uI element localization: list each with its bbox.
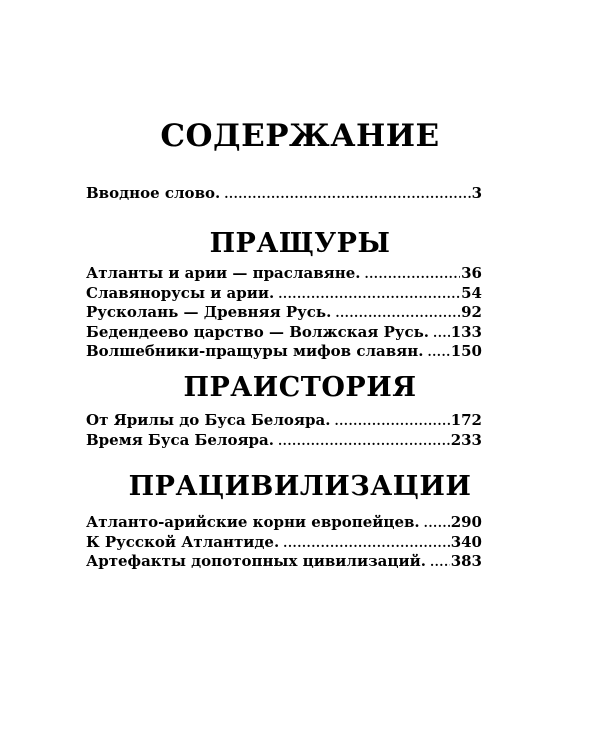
toc-entry-title: Атланто-арийские корни европейцев. xyxy=(86,513,420,531)
section-heading-prashchury: ПРАЩУРЫ xyxy=(209,228,391,259)
toc-entry-leader-dots xyxy=(364,265,460,285)
toc-entry-leader-dots xyxy=(278,432,450,452)
toc-entry-page-number: 383 xyxy=(450,552,482,570)
toc-entry-leader-dots xyxy=(427,343,449,363)
toc-entry[interactable] xyxy=(86,323,482,343)
toc-entry-leader-dots xyxy=(278,285,460,305)
section-heading-pracivilizacii: ПРАЦИВИЛИЗАЦИИ xyxy=(128,471,472,502)
toc-entry-title: Артефакты допотопных цивилизаций. xyxy=(86,552,426,570)
toc-entry-leader-dots xyxy=(224,185,470,205)
toc-entry[interactable] xyxy=(86,184,482,204)
toc-entry[interactable] xyxy=(86,342,482,362)
intro-entry-list xyxy=(86,184,482,204)
toc-entry-page-number: 133 xyxy=(450,322,482,341)
toc-entry-page-number: 172 xyxy=(450,411,482,429)
toc-entry[interactable] xyxy=(86,513,482,533)
toc-entry[interactable] xyxy=(86,552,482,572)
toc-entry-page-number: 54 xyxy=(461,283,482,302)
toc-entry-title: К Русской Атлантиде. xyxy=(86,532,280,551)
toc-entry-page-number: 290 xyxy=(450,513,482,531)
toc-entry-leader-dots xyxy=(283,534,450,554)
toc-entry-leader-dots xyxy=(430,553,450,573)
toc-entry-page-number: 150 xyxy=(450,342,482,360)
toc-entry[interactable] xyxy=(86,284,482,304)
page-title: СОДЕРЖАНИЕ xyxy=(160,118,440,154)
toc-entry-leader-dots xyxy=(424,514,450,534)
toc-entry-leader-dots xyxy=(334,412,449,432)
toc-entry-title: Бедендеево царство — Волжская Русь. xyxy=(86,322,430,341)
toc-entry-page-number: 233 xyxy=(450,430,482,449)
toc-entry-leader-dots xyxy=(433,324,450,344)
section-entry-list-praistoriya xyxy=(86,411,482,450)
section-heading-praistoriya: ПРАИСТОРИЯ xyxy=(183,372,417,403)
toc-entry[interactable] xyxy=(86,411,482,431)
toc-entry-title: Время Буса Белояра. xyxy=(86,430,274,449)
toc-entry-page-number: 3 xyxy=(471,184,482,202)
toc-entry-page-number: 92 xyxy=(461,303,482,321)
toc-entry-title: Атланты и арии — праславяне. xyxy=(86,264,361,282)
toc-entry[interactable] xyxy=(86,533,482,553)
section-entry-list-prashchury xyxy=(86,264,482,362)
toc-entry-page-number: 340 xyxy=(450,532,482,551)
toc-entry-title: Вводное слово. xyxy=(86,184,221,202)
toc-entry[interactable] xyxy=(86,303,482,323)
toc-entry-leader-dots xyxy=(335,304,460,324)
toc-entry-title: Русколань — Древняя Русь. xyxy=(86,303,332,321)
section-entry-list-pracivilizacii xyxy=(86,513,482,572)
toc-entry-title: От Ярилы до Буса Белояра. xyxy=(86,411,331,429)
toc-entry-title: Славянорусы и арии. xyxy=(86,283,275,302)
toc-entry-page-number: 36 xyxy=(461,264,482,282)
toc-entry[interactable] xyxy=(86,264,482,284)
toc-entry-title: Волшебники-пращуры мифов славян. xyxy=(86,342,424,360)
toc-entry[interactable] xyxy=(86,431,482,451)
